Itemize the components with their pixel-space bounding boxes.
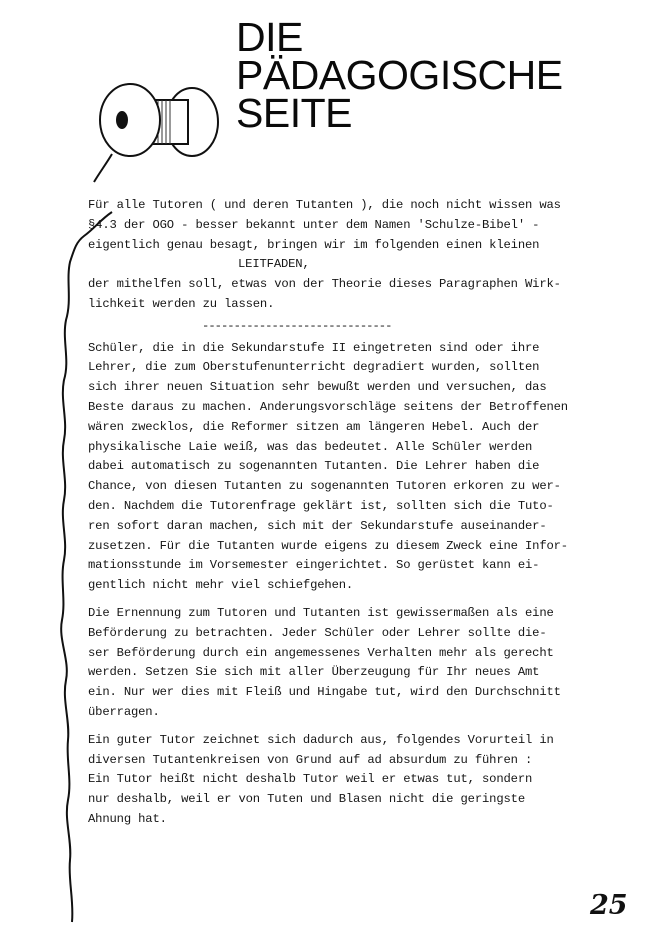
title-line-3: SEITE — [236, 90, 352, 136]
text-line: nur deshalb, weil er von Tuten und Blasen nicht die geringste — [88, 792, 525, 807]
text-line: §4.3 der OGO - besser bekannt unter dem Namen 'Schulze-Bibel' - — [88, 217, 540, 232]
text-line: eigentlich genau besagt, bringen wir im folgenden einen kleinen — [88, 237, 540, 252]
separator-line: ------------------------------ — [202, 318, 392, 333]
paragraph-1 — [88, 339, 648, 596]
article-body — [88, 196, 648, 838]
text-line: ein. Nur wer dies mit Fleiß und Hingabe tut, wird den Durchschnitt — [88, 685, 561, 700]
text-line: überragen. — [88, 704, 160, 719]
text-line: Beförderung zu betrachten. Jeder Schüler oder Lehrer sollte die- — [88, 625, 547, 640]
text-line: Schüler, die in die Sekundarstufe II eingetreten sind oder ihre — [88, 340, 540, 355]
paragraph-3 — [88, 731, 648, 830]
text-line: ren sofort daran machen, sich mit der Sekundarstufe auseinander- — [88, 518, 547, 533]
text-line: den. Nachdem die Tutorenfrage geklärt ist, sollten sich die Tuto- — [88, 498, 554, 513]
paragraph-2 — [88, 604, 648, 723]
text-line: sich ihrer neuen Situation sehr bewußt werden und versuchen, das — [88, 380, 547, 395]
text-line: gentlich nicht mehr viel schiefgehen. — [88, 578, 354, 593]
text-line: mationsstunde im Vorsemester eingerichtet. So gerüstet kann ei- — [88, 558, 540, 573]
leitfaden-heading: LEITFADEN, — [238, 257, 310, 272]
intro-paragraph — [88, 196, 648, 315]
text-line: Ahnung hat. — [88, 811, 167, 826]
text-line: zusetzen. Für die Tutanten wurde eigens zu diesem Zweck eine Infor- — [88, 538, 568, 553]
text-line: Für alle Tutoren ( und deren Tutanten ), die noch nicht wissen was — [88, 198, 561, 212]
page-title — [236, 14, 563, 136]
page-number: 25 — [590, 890, 628, 921]
text-line: Die Ernennung zum Tutoren und Tutanten ist gewissermaßen als eine — [88, 605, 554, 620]
text-line: diversen Tutantenkreisen von Grund auf ad absurdum zu führen : — [88, 752, 533, 767]
text-line: der mithelfen soll, etwas von der Theorie dieses Paragraphen Wirk- — [88, 277, 561, 292]
text-line: Ein Tutor heißt nicht deshalb Tutor weil er etwas tut, sondern — [88, 772, 533, 787]
text-line: lichkeit werden zu lassen. — [88, 296, 275, 311]
text-line: Ein guter Tutor zeichnet sich dadurch aus, folgendes Vorurteil in — [88, 732, 554, 747]
text-line: Beste daraus zu machen. Anderungsvorschläge seitens der Betroffenen — [88, 399, 568, 414]
text-line: physikalische Laie weiß, was das bedeutet. Alle Schüler werden — [88, 439, 533, 454]
title-line-1: DIE — [236, 14, 303, 60]
text-line: dabei automatisch zu sogenannten Tutanten. Die Lehrer haben die — [88, 459, 540, 474]
text-line: Lehrer, die zum Oberstufenunterricht degradiert wurden, sollten — [88, 360, 540, 375]
text-line: Chance, von diesen Tutanten zu sogenannten Tutoren erkoren zu wer- — [88, 479, 561, 494]
title-line-2: PÄDAGOGISCHE — [236, 52, 563, 98]
text-line: wären zwecklos, die Reformer sitzen am längeren Hebel. Auch der — [88, 419, 540, 434]
text-line: werden. Setzen Sie sich mit aller Überzeugung für Ihr neues Amt — [88, 665, 540, 680]
text-line: ser Beförderung durch ein angemessenes Verhalten mehr als gerecht — [88, 645, 554, 660]
